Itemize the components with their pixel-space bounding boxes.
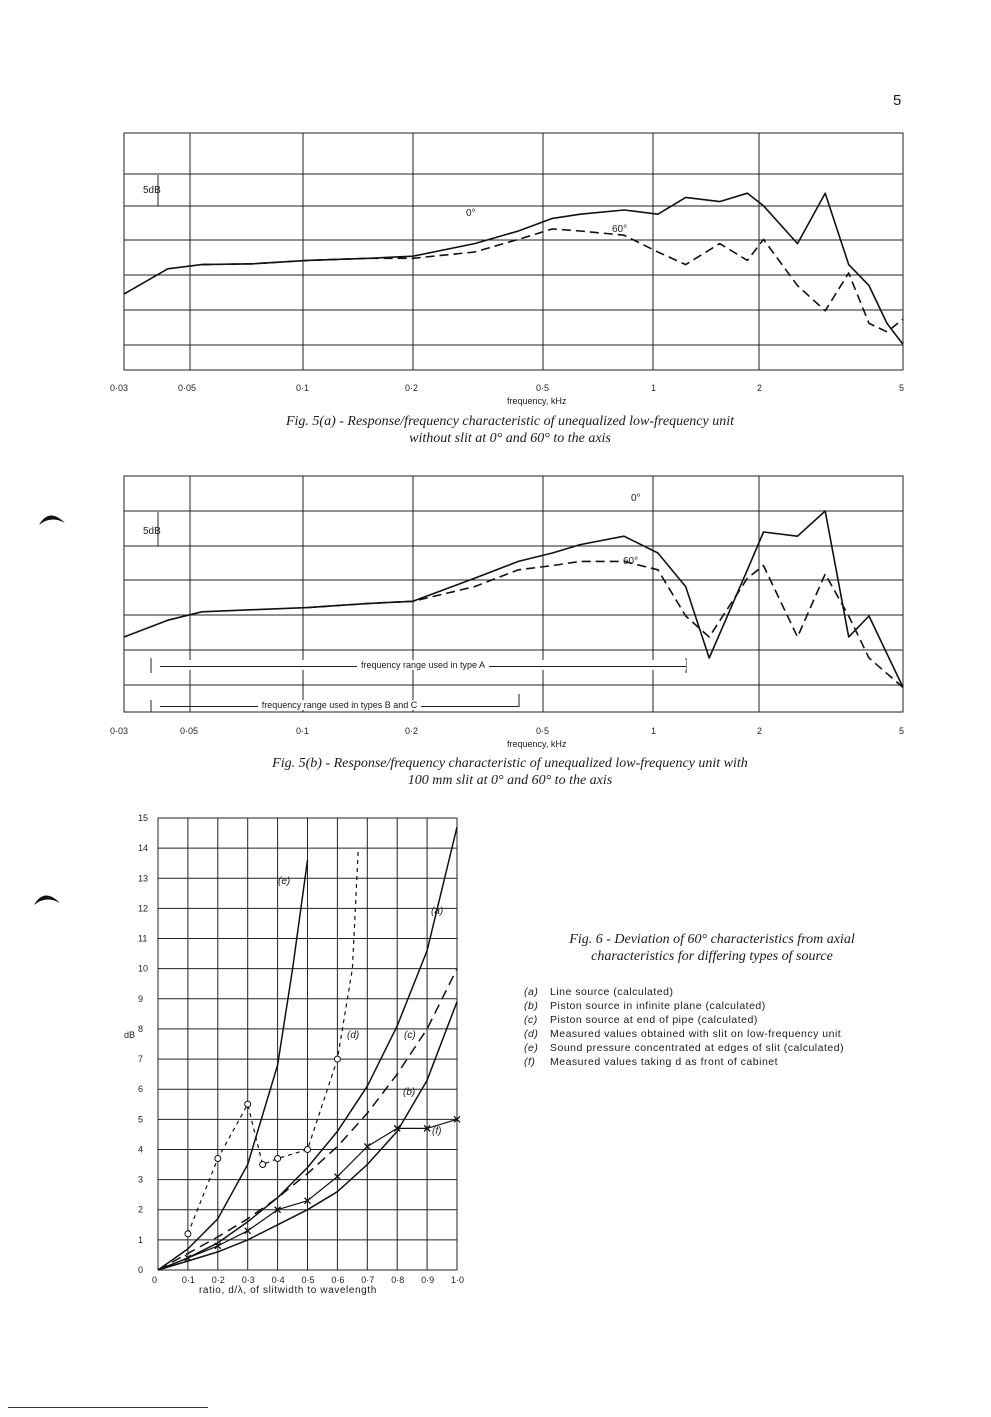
fig5b-label-0deg: 0° (631, 493, 641, 504)
fig5b-xtick: 2 (757, 726, 763, 736)
fig6-curve-label-b: (b) (403, 1087, 416, 1098)
x-tick-label: 0·2 (211, 1275, 225, 1285)
legend-text: Measured values taking d as front of cabinet (550, 1056, 779, 1068)
fig6-curve-label-f: (f) (432, 1126, 442, 1137)
y-tick-label: 10 (138, 963, 149, 974)
fig5b-chart (0, 460, 991, 760)
margin-caret-mark (35, 505, 75, 529)
legend-item (524, 999, 914, 1013)
legend-key: (d) (524, 1028, 539, 1040)
fig5b-xtick: 0·2 (405, 726, 419, 736)
fig5a-xlabel: frequency, kHz (507, 396, 567, 406)
fig6-caption-line: Fig. 6 - Deviation of 60° characteristics from axial (569, 932, 855, 947)
fig5b-label-60deg: 60° (623, 556, 639, 567)
fig5b-xtick: 5 (899, 726, 905, 736)
y-tick-label: 4 (138, 1144, 144, 1155)
fig5b-range-a: frequency range used in type A (357, 660, 489, 670)
legend-text: Measured values obtained with slit on low-frequency unit (550, 1028, 842, 1040)
y-tick-label: 8 (138, 1023, 144, 1034)
fig5a-xtick: 1 (651, 383, 657, 393)
x-tick-label: 0·4 (271, 1275, 285, 1285)
fig5b-scale-label: 5dB (143, 526, 161, 537)
fig5b-caption-line: Fig. 5(b) - Response/frequency characteristic of unequalized low-frequency unit with (272, 756, 748, 771)
fig5b-range-bc: frequency range used in types B and C (258, 700, 422, 710)
legend-key: (f) (524, 1056, 536, 1068)
y-tick-label: 15 (138, 813, 149, 823)
fig6-xlabel: ratio, d/λ, of slitwidth to wavelength (199, 1285, 377, 1296)
legend-item (524, 1055, 914, 1069)
fig5a-xtick: 0·1 (296, 383, 310, 393)
legend-item (524, 985, 914, 999)
y-tick-label: 3 (138, 1174, 144, 1185)
fig5a-label-60deg: 60° (612, 224, 628, 235)
legend-key: (e) (524, 1042, 539, 1054)
x-tick-label: 0·8 (391, 1275, 405, 1285)
fig6-caption (512, 931, 912, 965)
y-tick-label: 5 (138, 1114, 144, 1125)
fig5a-xtick: 0·5 (536, 383, 550, 393)
legend-text: Sound pressure concentrated at edges of slit (calculated) (550, 1042, 845, 1054)
legend-item (524, 1041, 914, 1055)
data-point-d (215, 1156, 221, 1162)
series-line-d (188, 848, 358, 1234)
y-tick-label: 14 (138, 843, 149, 854)
fig6-curve-label-a: (a) (431, 906, 444, 917)
data-point-d (275, 1156, 281, 1162)
x-tick-label: 0·7 (361, 1275, 375, 1285)
x-tick-label: 0·9 (421, 1275, 435, 1285)
footer-rule (8, 1407, 208, 1408)
y-tick-label: 13 (138, 873, 149, 884)
fig5b-range-bc-arrow (160, 700, 519, 710)
legend-item (524, 1027, 914, 1041)
fig5a-xtick: 2 (757, 383, 763, 393)
fig5b-xtick: 0·1 (296, 726, 310, 736)
x-tick-label: 0·6 (331, 1275, 345, 1285)
fig5b-xtick: 0·5 (536, 726, 550, 736)
fig5b-xtick: 1 (651, 726, 657, 736)
legend-text: Piston source at end of pipe (calculated) (550, 1014, 758, 1026)
fig5b-caption-line: 100 mm slit at 0° and 60° to the axis (407, 773, 613, 788)
y-tick-label: 7 (138, 1054, 144, 1065)
fig5a-scale-label: 5dB (143, 185, 161, 196)
fig5b-xtick: 0·03 (110, 726, 129, 736)
legend-key: (c) (524, 1014, 538, 1026)
y-tick-label: 11 (138, 933, 148, 944)
fig5a-xtick: 5 (899, 383, 905, 393)
series-line-0deg (124, 193, 903, 344)
fig6-legend (524, 985, 914, 1069)
fig6-chart (0, 790, 480, 1310)
y-tick-label: 2 (138, 1204, 144, 1215)
fig5a-caption-line: Fig. 5(a) - Response/frequency characteristic of unequalized low-frequency unit (285, 414, 734, 429)
x-tick-label: 0·1 (181, 1275, 195, 1285)
fig5a-chart (0, 0, 991, 420)
legend-key: (b) (524, 1000, 539, 1012)
fig6-ylabel: dB (124, 1030, 136, 1040)
data-point-d (245, 1101, 251, 1107)
x-tick-label: 0·5 (301, 1275, 315, 1285)
page-number: 5 (893, 92, 902, 109)
legend-key: (a) (524, 986, 539, 998)
fig6-caption-line: characteristics for differing types of source (591, 949, 833, 964)
fig6-curve-label-e: (e) (278, 876, 291, 887)
y-tick-label: 6 (138, 1084, 144, 1095)
fig6-curve-label-d: (d) (347, 1030, 360, 1041)
y-tick-label: 1 (138, 1234, 144, 1245)
fig5a-caption (160, 413, 860, 447)
fig5a-xtick: 0·03 (110, 383, 129, 393)
fig5a-caption-line: without slit at 0° and 60° to the axis (409, 431, 611, 446)
series-line-e (158, 860, 308, 1270)
fig5b-range-a-arrow (160, 660, 686, 670)
legend-item (524, 1013, 914, 1027)
data-point-d (260, 1162, 266, 1168)
x-tick-label: 1·0 (451, 1275, 465, 1285)
fig5b-xlabel: frequency, kHz (507, 739, 567, 749)
data-point-d (334, 1056, 340, 1062)
fig6-curve-label-c: (c) (404, 1030, 416, 1041)
legend-text: Line source (calculated) (550, 986, 674, 998)
fig5a-xtick: 0·2 (405, 383, 419, 393)
fig5a-label-0deg: 0° (466, 208, 476, 219)
fig5a-xtick: 0·05 (178, 383, 197, 393)
x-tick-label: 0 (152, 1275, 158, 1285)
fig5b-xtick: 0·05 (180, 726, 199, 736)
y-tick-label: 9 (138, 993, 144, 1004)
legend-text: Piston source in infinite plane (calculated) (550, 1000, 766, 1012)
fig5b-caption (160, 755, 860, 789)
y-tick-label: 12 (138, 903, 149, 914)
y-tick-label: 0 (138, 1265, 144, 1275)
series-line-60deg (202, 229, 903, 332)
data-point-d (185, 1231, 191, 1237)
series-line-f (188, 1119, 457, 1258)
x-tick-label: 0·3 (241, 1275, 255, 1285)
data-point-d (305, 1146, 311, 1152)
